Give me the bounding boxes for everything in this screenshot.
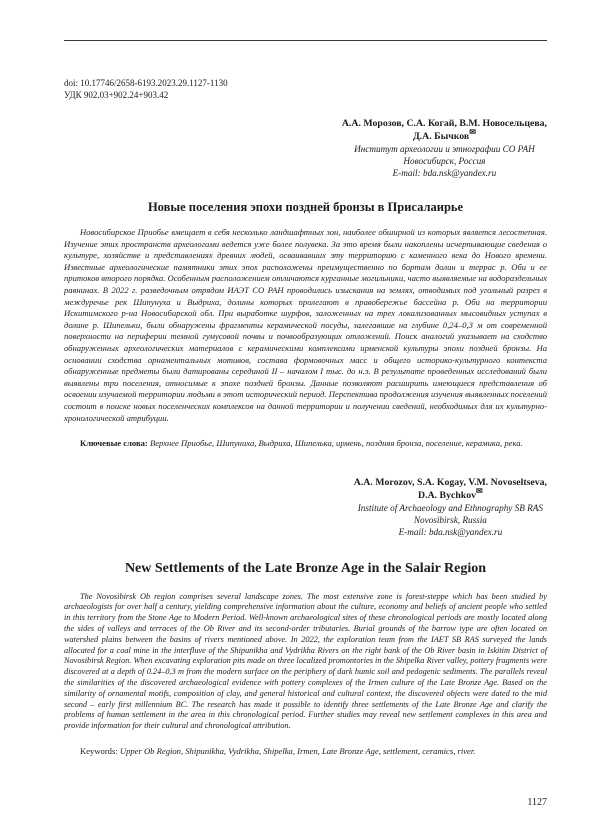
- ru-email: E-mail: bda.nsk@yandex.ru: [392, 168, 497, 178]
- page-number: 1127: [527, 797, 547, 808]
- page-title-ru: Новые поселения эпохи поздней бронзы в Присалаирье: [147, 200, 464, 214]
- en-affiliation: Institute of Archaeology and Ethnography SB RAS: [357, 502, 544, 513]
- article-meta: [64, 77, 547, 101]
- ru-authors-line-2: Д.А. Бычков✉: [412, 127, 476, 142]
- ru-keywords-label: Ключевые слова:: [80, 438, 148, 449]
- en-abstract: The Novosibirsk Ob region comprises several landscape zones. The most extensive zone is forest-steppe which has been studied by archaeologists for over half a century, yielding comprehensive information about the culture, economy and beliefs of ancient people who settled in this territory from the Stone Age to Modern Period. Well-known archaeological sites of these chronological periods are mostly located along the sides of valleys and terraces of the Ob River and its second-order tributaries. Burial grounds of the barrow type are often located on watershed plains between the basins of rivers mentioned above. In 2022, the exploration team from the IAET SB RAS surveyed the lands allocated for a coal mine in the interfluve of the Shipunikha and Vydrikha Rivers on the right bank of the Ob River basin in Iskitim District of Novosibirsk Region. When excavating exploration pits made on three localized promontories in the Shipelka River valley, pottery fragments were discovered at a depth of 0.24–0.3 m from the modern surface on the periphery of dark humic soil and pedogenic sediments. The parallels reveal the similarities of the discovered archaeological evidence with pottery complexes of the Irmen culture of the Late Bronze Age. Based on the similarity of ornamental motifs, composition of clay, and general historical and cultural context, the discovered objects were dated to the mid second – early first millennium BC. The research has made it possible to identify three settlements of the Late Bronze Age and clarify the problems of human settlement in the area in this chronological period. Further studies may reveal new settlement complexes in this area and provide information for their cultural and chronological attribution.: [64, 591, 547, 731]
- authors-block-en: [354, 476, 547, 538]
- page-title-en: New Settlements of the Late Bronze Age in the Salair Region: [124, 560, 487, 576]
- en-city: Novosibirsk, Russia: [413, 514, 487, 525]
- authors-block-ru: [342, 117, 547, 179]
- ru-authors-line-1: А.А. Морозов, С.А. Когай, В.М. Новосельцева,: [341, 118, 547, 129]
- ru-keywords-line: [64, 438, 547, 450]
- en-keywords: Upper Ob Region, Shipunikha, Vydrikha, Shipelka, Irmen, Late Bronze Age, settlement, ceramics, river.: [117, 746, 476, 757]
- en-keywords-line: [64, 746, 547, 758]
- ru-keywords: Верхнее Приобье, Шипуниха, Выдриха, Шипелька, ирмень, поздняя бронза, поселение, керамика, река.: [147, 438, 523, 449]
- udc-line: УДК 902.03+902.24+903.42: [64, 90, 169, 100]
- en-keywords-label: Keywords:: [80, 746, 118, 757]
- en-authors-line-1: A.A. Morozov, S.A. Kogay, V.M. Novoseltseva,: [353, 476, 547, 488]
- en-authors-line-2: D.A. Bychkov✉: [418, 486, 483, 501]
- en-email: E-mail: bda.nsk@yandex.ru: [398, 526, 503, 537]
- ru-abstract: Новосибирское Приобье вмещает в себя несколько ландшафтных зон, наиболее обширной из которых является лесостепная. Изучение этих пространств археологами ведется уже более полувека. За это время были накоплены исчерпывающие сведения о культуре, хозяйстве и представлениях древних людей, осваивавших эту территорию с каменного века до Нового времени. Известные археологические памятники этих эпох расположены преимущественно по бортам долин и террас р. Оби и ее притоков второго порядка. Особенным расположением отличаются курганные могильники, часто выявляемые на водораздельных равнинах. В 2022 г. разведочным отрядом ИАЭТ СО РАН проводились изыскания на землях, отводимых под угольный разрез в междуречье рек Шипунуха и Выдриха, долины которых пролегают в правобережье бассейна р. Оби на территории Искитимского р-на Новосибирской обл. При выработке шурфов, заложенных на трех локализованных мысовидных уступах в долине р. Шипельки, были обнаружены фрагменты керамической посуды, залегавшие на глубине 0,24–0,3 м от современной поверхности на периферии темной гумусовой почвы и почвообразующих отложений. Поиск аналогий указывает на сходство обнаруженных археологических материалов с керамическими комплексами ирменской культуры эпохи поздней бронзы. На основании сходства орнаментальных мотивов, состава формовочных масс и общего историко-культурного контекста обнаруженные предметы были датированы серединой II – началом I тыс. до н.э. В результате проведенных исследований были выявлены три поселения, относимые к эпохе поздней бронзы. Данные позволяют расширить имеющиеся представления об освоении изучаемой территории людьми в этот исторический период. Перспектива продолжения изучения выявленных поселений состоит в поиске новых поселенческих комплексов на данной территории и получении сведений, необходимых для их культурно-хронологической атрибуции.: [64, 227, 547, 423]
- ru-affiliation: Институт археологии и этнографии СО РАН: [354, 144, 535, 154]
- ru-city: Новосибирск, Россия: [403, 156, 486, 166]
- email-icon: ✉: [469, 127, 476, 137]
- header-rule: [64, 40, 547, 41]
- email-icon: ✉: [476, 486, 483, 496]
- doi-line: doi: 10.17746/2658-6193.2023.29.1127-1130: [64, 78, 228, 88]
